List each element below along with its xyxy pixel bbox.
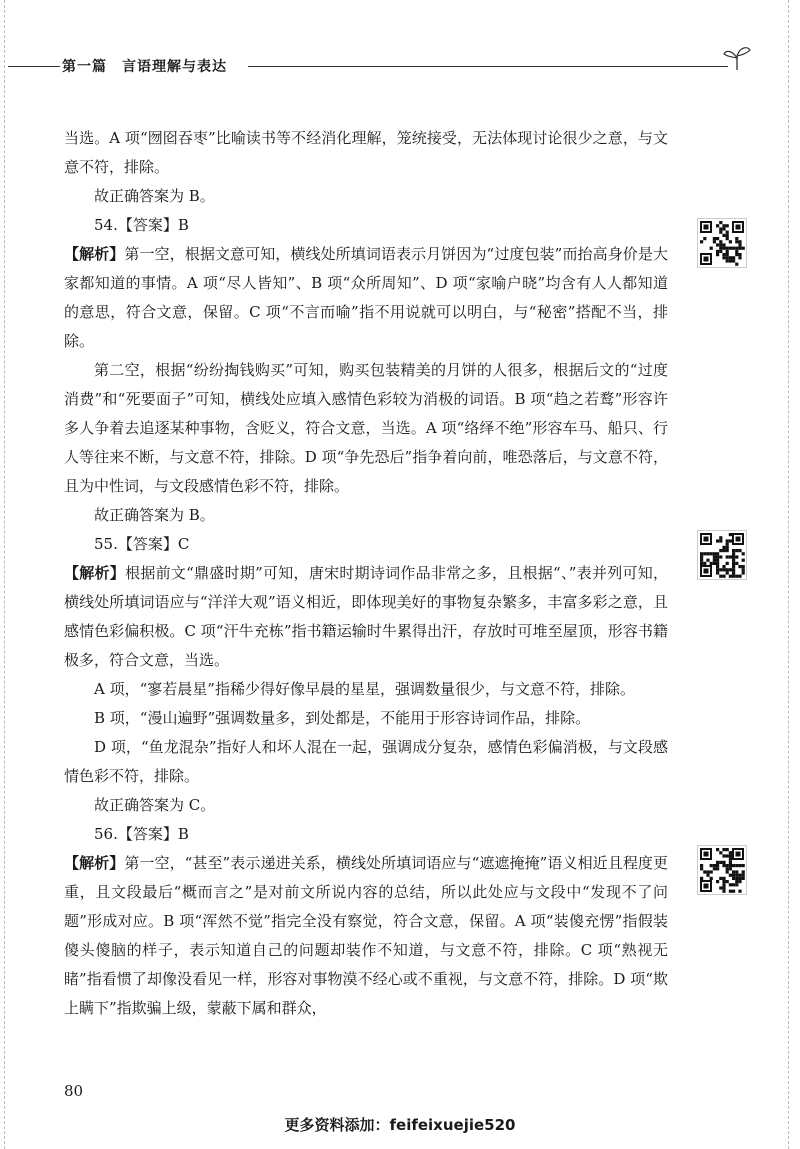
paragraph <box>64 356 668 501</box>
paragraph <box>64 704 668 733</box>
question-answer: 55.【答案】C <box>94 535 190 553</box>
paragraph-text: 故正确答案为 B。 <box>94 187 215 205</box>
paragraph-text: 第一空，根据文意可知，横线处所填词语表示月饼因为“过度包装”而抬高身价是大家都知道的事情。A 项“尽人皆知”、B 项“众所周知”、D 项“家喻户晓”均含有人人都知道的意思，符合文意，保留。C 项“不言而喻”指不用说就可以明白，与“秘密”搭配不当，排除。 <box>64 245 668 350</box>
paragraph-text: 根据前文“鼎盛时期”可知，唐宋时期诗词作品非常之多，且根据“、”表并列可知，横线处所填词语应与“洋洋大观”语义相近，即体现美好的事物复杂繁多，丰富多彩之意，且感情色彩偏积极。C 项“汗牛充栋”指书籍运输时牛累得出汗，存放时可堆至屋顶，形容书籍极多，符合文意，当选。 <box>64 564 668 669</box>
running-header <box>0 50 800 80</box>
paragraph <box>64 240 668 356</box>
paragraph-text: 当选。A 项“囫囵吞枣”比喻读书等不经消化理解，笼统接受，无法体现讨论很少之意，与文意不符，排除。 <box>64 129 668 176</box>
page-number: 80 <box>64 1082 84 1100</box>
question-answer: 54.【答案】B <box>94 216 189 234</box>
page-edge-right <box>788 0 790 1149</box>
question-answer-line <box>64 211 668 240</box>
paragraph-text: D 项，“鱼龙混杂”指好人和坏人混在一起，强调成分复杂，感情色彩偏消极，与文段感情色彩不符，排除。 <box>64 738 668 785</box>
question-answer-line <box>64 820 668 849</box>
page-edge-left <box>4 0 6 1149</box>
qr-code-icon[interactable] <box>697 530 747 580</box>
sprout-icon <box>722 42 752 72</box>
paragraph <box>64 675 668 704</box>
question-answer: 56.【答案】B <box>94 825 189 843</box>
analysis-label: 【解析】 <box>64 564 126 582</box>
paragraph <box>64 501 668 530</box>
footer-note: 更多资料添加：feifeixuejie520 <box>284 1116 516 1134</box>
chapter-title: 第一篇 言语理解与表达 <box>62 59 227 75</box>
paragraph <box>64 733 668 791</box>
qr-code-icon[interactable] <box>697 845 747 895</box>
paragraph-text: 第二空，根据“纷纷掏钱购买”可知，购买包装精美的月饼的人很多，根据后文的“过度消费”和“死要面子”可知，横线处应填入感情色彩较为消极的词语。B 项“趋之若鹜”形容许多人争着去追逐某种事物，含贬义，符合文意，当选。A 项“络绎不绝”形容车马、船只、行人等往来不断，与文意不符，排除。D 项“争先恐后”指争着向前，唯恐落后，与文意不符，且为中性词，与文段感情色彩不符，排除。 <box>64 361 668 495</box>
paragraph-text: A 项，“寥若晨星”指稀少得好像早晨的星星，强调数量很少，与文意不符，排除。 <box>94 680 635 698</box>
paragraph-text: B 项，“漫山遍野”强调数量多，到处都是，不能用于形容诗词作品，排除。 <box>94 709 591 727</box>
paragraph-text: 第一空，“甚至”表示递进关系，横线处所填词语应与“遮遮掩掩”语义相近且程度更重，且文段最后“概而言之”是对前文所说内容的总结，所以此处应与文段中“发现不了问题”形成对应。B 项“浑然不觉”指完全没有察觉，符合文意，保留。A 项“装傻充愣”指假装傻头傻脑的样子，表示知道自己的问题却装作不知道，与文意不符，排除。C 项“熟视无睹”指看惯了却像没看见一样，形容对事物漠不经心或不重视，与文意不符，排除。D 项“欺上瞒下”指欺骗上级，蒙蔽下属和群众， <box>64 854 668 1017</box>
paragraph <box>64 791 668 820</box>
paragraph <box>64 182 668 211</box>
paragraph <box>64 559 668 675</box>
analysis-label: 【解析】 <box>64 854 125 872</box>
header-rule-right <box>248 66 728 67</box>
paragraph <box>64 849 668 1023</box>
answer-explanations <box>64 124 668 1023</box>
paragraph <box>64 124 668 182</box>
question-answer-line <box>64 530 668 559</box>
paragraph-text: 故正确答案为 B。 <box>94 506 215 524</box>
qr-code-icon[interactable] <box>697 218 747 268</box>
header-rule-left <box>8 66 60 67</box>
paragraph-text: 故正确答案为 C。 <box>94 796 216 814</box>
analysis-label: 【解析】 <box>64 245 125 263</box>
